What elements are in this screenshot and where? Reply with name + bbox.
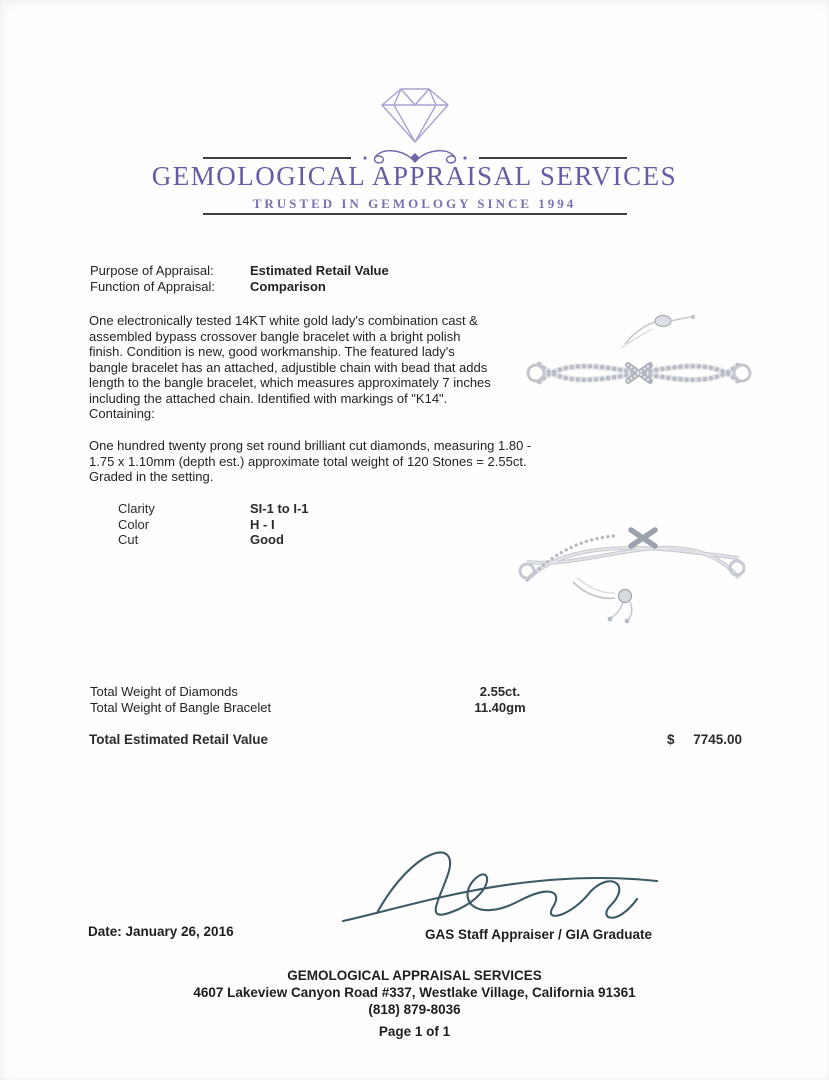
brand-name: GEMOLOGICAL APPRAISAL SERVICES xyxy=(151,161,678,191)
total-retail-currency: $ xyxy=(667,732,675,747)
function-label: Function of Appraisal: xyxy=(90,279,216,294)
description-paragraph-1: One electronically tested 14KT white gold lady's combination cast & assembled bypass crossover bangle bracelet with a bright polish finish. Condition is new, good workmanship. The featured lady's bangle bracelet has an attached, adjustible chain with bead that adds length to the bangle bracelet, which measures approximately 7 inches including the attached chain. Identified with markings of "K14". Containing: xyxy=(89,313,491,421)
purpose-value: Estimated Retail Value xyxy=(250,263,389,278)
color-value: H - I xyxy=(250,516,275,532)
total-retail-value-label: Total Estimated Retail Value xyxy=(89,732,269,747)
divider-line-right xyxy=(479,157,627,159)
function-value: Comparison xyxy=(250,279,326,294)
total-retail-value: 7745.00 xyxy=(693,732,742,747)
clarity-label: Clarity xyxy=(118,501,155,516)
description-paragraph-2: One hundred twenty prong set round brilliant cut diamonds, measuring 1.80 - 1.75 x 1.10mm (depth est.) approximate total weight of 120 Stones = 2.55ct. Graded in the setting. xyxy=(89,438,532,484)
total-weight-bracelet-value: 11.40gm xyxy=(474,700,526,715)
header-divider-bottom xyxy=(203,213,627,215)
grading-row-clarity xyxy=(118,501,309,517)
color-label: Color xyxy=(118,516,150,532)
date-label: Date: January 26, 2016 xyxy=(88,924,234,939)
clarity-value: SI-1 to I-1 xyxy=(250,501,309,516)
diamond-logo-icon xyxy=(372,84,458,146)
purpose-row xyxy=(90,263,389,279)
bracelet-photo-top xyxy=(525,310,753,438)
cut-label: Cut xyxy=(118,532,139,547)
grading-row-cut xyxy=(118,532,309,548)
footer-phone: (818) 879-8036 xyxy=(368,1002,461,1017)
grading-table xyxy=(118,501,309,548)
brand-tagline: TRUSTED IN GEMOLOGY SINCE 1994 xyxy=(252,196,577,211)
total-weight-diamonds-value: 2.55ct. xyxy=(479,684,521,699)
page-number: Page 1 of 1 xyxy=(378,1024,451,1039)
appraiser-title: GAS Staff Appraiser / GIA Graduate xyxy=(425,927,653,942)
divider-line-left xyxy=(203,157,351,159)
footer-company-name: GEMOLOGICAL APPRAISAL SERVICES xyxy=(287,968,542,983)
total-weight-diamonds-label: Total Weight of Diamonds xyxy=(90,684,238,699)
purpose-label: Purpose of Appraisal: xyxy=(90,263,214,278)
footer-address: 4607 Lakeview Canyon Road #337, Westlake Village, California 91361 xyxy=(193,985,636,1000)
cut-value: Good xyxy=(250,532,284,547)
appraiser-signature xyxy=(335,833,665,929)
function-row xyxy=(90,279,326,295)
grading-row-color xyxy=(118,517,309,533)
total-weight-bracelet-label: Total Weight of Bangle Bracelet xyxy=(90,700,272,715)
bracelet-photo-bottom xyxy=(515,498,747,630)
